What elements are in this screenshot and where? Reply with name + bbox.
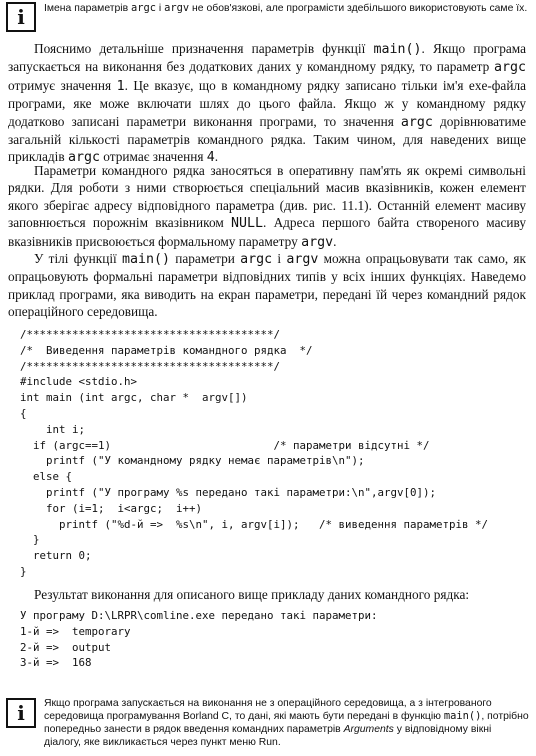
inline-code: argc [493,60,526,76]
text-segment: параметри [170,251,241,266]
text-segment: У тілі функції [34,251,122,266]
text-segment: . [333,233,337,249]
paragraph-pointer-array [8,162,526,251]
info-note-bottom [6,698,530,754]
note-bottom-text [44,697,530,749]
inline-code: argv [286,252,319,267]
note-text-segment: у відповідному вікні діалогу, яке викликається через пункт меню Run. [44,724,492,748]
info-icon: i [6,698,36,728]
inline-code: argc [400,114,433,130]
note-text-segment: і [156,3,165,14]
inline-code: NULL [230,216,264,232]
inline-code: argv [301,234,334,250]
inline-code: argc [131,2,157,14]
info-note-top [6,2,530,36]
program-output: У програму D:\LRPR\comline.exe передано такі параметри: 1-й => temporary 2-й => output 3-й => 168 [20,609,378,670]
text-segment: . Якщо програма запускається на виконання без додаткових даних у командному рядку, то параметр [8,41,526,75]
text-segment: отримає значення [99,149,207,165]
text-segment: і [272,251,287,266]
text-segment: Параметри командного рядка заносяться в оперативну пам'ять як окремі символьні рядки. Для роботи з ними створюється спеціальний масив вказівників, кожен елемент якого зберігає адресу відповідного параметра (див. рис. 11.1). Останній елемент масиву заповнюється порожнім вказівником [8,163,526,231]
note-text-segment: Імена параметрів [44,3,132,14]
inline-code: 1 [116,78,125,94]
note-text-segment: Якщо програма запускається на виконання не з операційного середовища, а з інтегрованого середовища програмування Borland C, то дані, які мають бути передані в функцію [44,698,492,722]
code-listing: /**************************************/ /* Виведення параметрів командного рядка */ /**************************************/ #include <stdio.h> int main (int argc, char * argv[]) { int i; if (argc==1) /* параметри відсутні */ printf ("У командному рядку немає параметрів\n"); else { printf ("У програму %s передано такі параметри:\n",argv[0]); for (i=1; i<argc; i++) printf ("%d-й => %s\n", i, argv[i]); /* виведення параметрів */ } return 0; } [20,328,489,578]
text-segment: . Адреса першого байта створеного масиву вказівників присвоюється формальному параметру [8,215,527,249]
note-top-text [44,2,530,15]
info-icon: i [6,2,36,32]
inline-code: argc [240,252,273,267]
paragraph-parameters-purpose [8,40,526,167]
note-text-segment: не обов'язкові, але програмісти здебільшого використовують саме їх. [189,3,528,14]
inline-code: 4 [206,150,215,166]
text-segment: дорівнюватиме загальній кількості параметрів командного рядка. Таким чином, для наведених вище прикладів [8,113,526,165]
paragraph-example-intro [8,250,526,321]
inline-code: argv [164,2,190,14]
text-segment: можна опрацьовувати так само, як опрацьовують формальні параметри відповідних типів у всіх інших функціях. Наведемо приклад програми, яка виводить на екран параметри, передані їй через командний рядок операційного середовища. [8,251,526,320]
inline-code: main() [373,42,422,57]
inline-code: main() [121,252,171,267]
output-caption: Результат виконання для описаного вище прикладу даних командного рядка: [34,587,470,602]
inline-code: main() [443,710,482,722]
text-segment: . Це вказує, що в командному рядку записано тільки ім'я exe-файла програми, яке може включати шлях до цього файла. Якщо ж у командному рядку додатково записані параметри виконання програми, то значення [8,77,526,129]
text-segment: . [214,149,219,165]
italic-term: Arguments [343,724,394,735]
text-segment: отримує значення [8,77,117,93]
text-segment: Пояснимо детальніше призначення параметрів функції [34,41,374,56]
inline-code: argc [67,150,100,166]
note-text-segment: , потрібно попередньо занести в рядок введення командних параметрів [44,711,529,735]
